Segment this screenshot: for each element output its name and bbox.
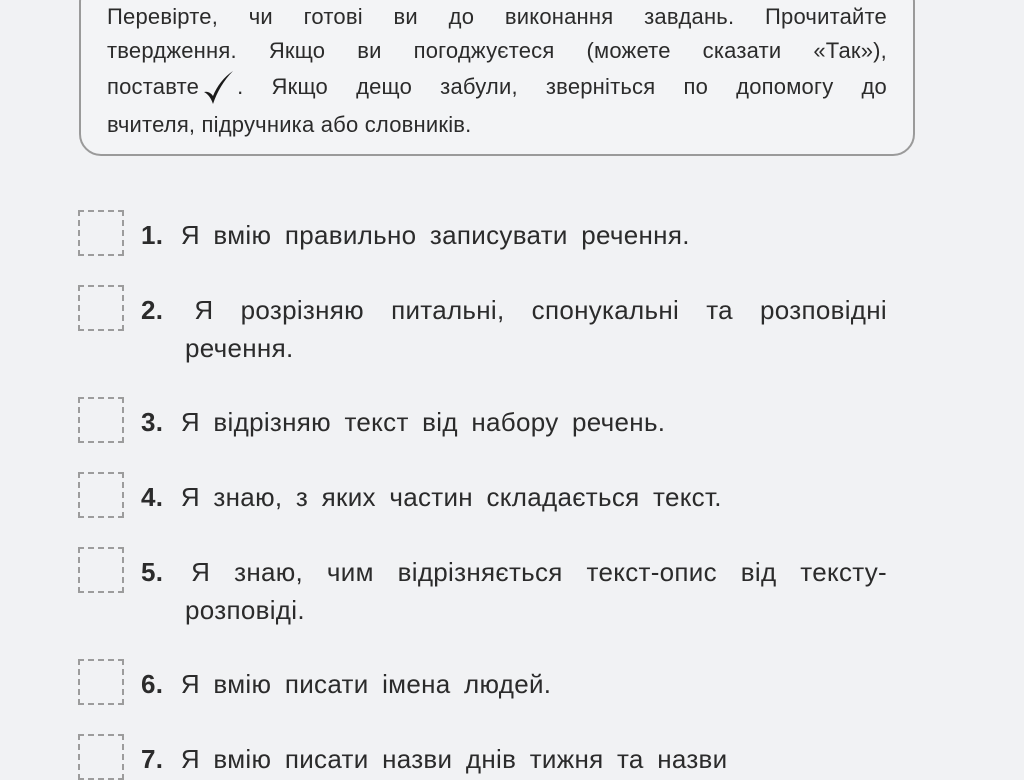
item-text xyxy=(141,665,887,703)
item-number: 1. xyxy=(141,220,164,250)
item-checkbox[interactable] xyxy=(78,659,124,705)
item-number: 4. xyxy=(141,482,164,512)
item-text xyxy=(141,291,887,367)
item-line: Я знаю, з яких частин складається текст. xyxy=(180,482,722,512)
item-line: Я вмію писати імена людей. xyxy=(180,669,552,699)
item-line: Я відрізняю текст від набору речень. xyxy=(180,407,666,437)
item-checkbox[interactable] xyxy=(78,472,124,518)
instruction-line: вчителя, підручника або словників. xyxy=(107,112,472,137)
item-line-continued: розповіді. xyxy=(185,595,305,625)
item-checkbox[interactable] xyxy=(78,210,124,256)
instruction-line: Перевірте, чи готові ви до виконання завдань. Прочитайте xyxy=(107,4,887,29)
item-number: 2. xyxy=(141,295,164,325)
item-text xyxy=(141,740,887,778)
item-checkbox[interactable] xyxy=(78,734,124,780)
item-checkbox[interactable] xyxy=(78,285,124,331)
instruction-line: твердження. Якщо ви погоджуєтеся (можете сказати «Так»), xyxy=(107,38,887,63)
item-text xyxy=(141,403,887,441)
instruction-fragment: поставте xyxy=(107,74,200,99)
item-text xyxy=(141,216,887,254)
item-line: Я знаю, чим відрізняється текст-опис від тексту- xyxy=(191,557,888,587)
item-text xyxy=(141,553,887,629)
item-line-continued: речення. xyxy=(185,333,294,363)
instruction-fragment: . Якщо дещо забули, зверніться по допомогу до xyxy=(237,74,887,99)
item-text xyxy=(141,478,887,516)
item-checkbox[interactable] xyxy=(78,547,124,593)
item-number: 3. xyxy=(141,407,164,437)
item-line: Я вмію писати назви днів тижня та назви xyxy=(180,744,728,774)
item-number: 7. xyxy=(141,744,164,774)
item-line: Я розрізняю питальні, спонукальні та розповідні xyxy=(194,295,887,325)
item-number: 6. xyxy=(141,669,164,699)
item-number: 5. xyxy=(141,557,164,587)
item-line: Я вмію правильно записувати речення. xyxy=(180,220,690,250)
item-checkbox[interactable] xyxy=(78,397,124,443)
